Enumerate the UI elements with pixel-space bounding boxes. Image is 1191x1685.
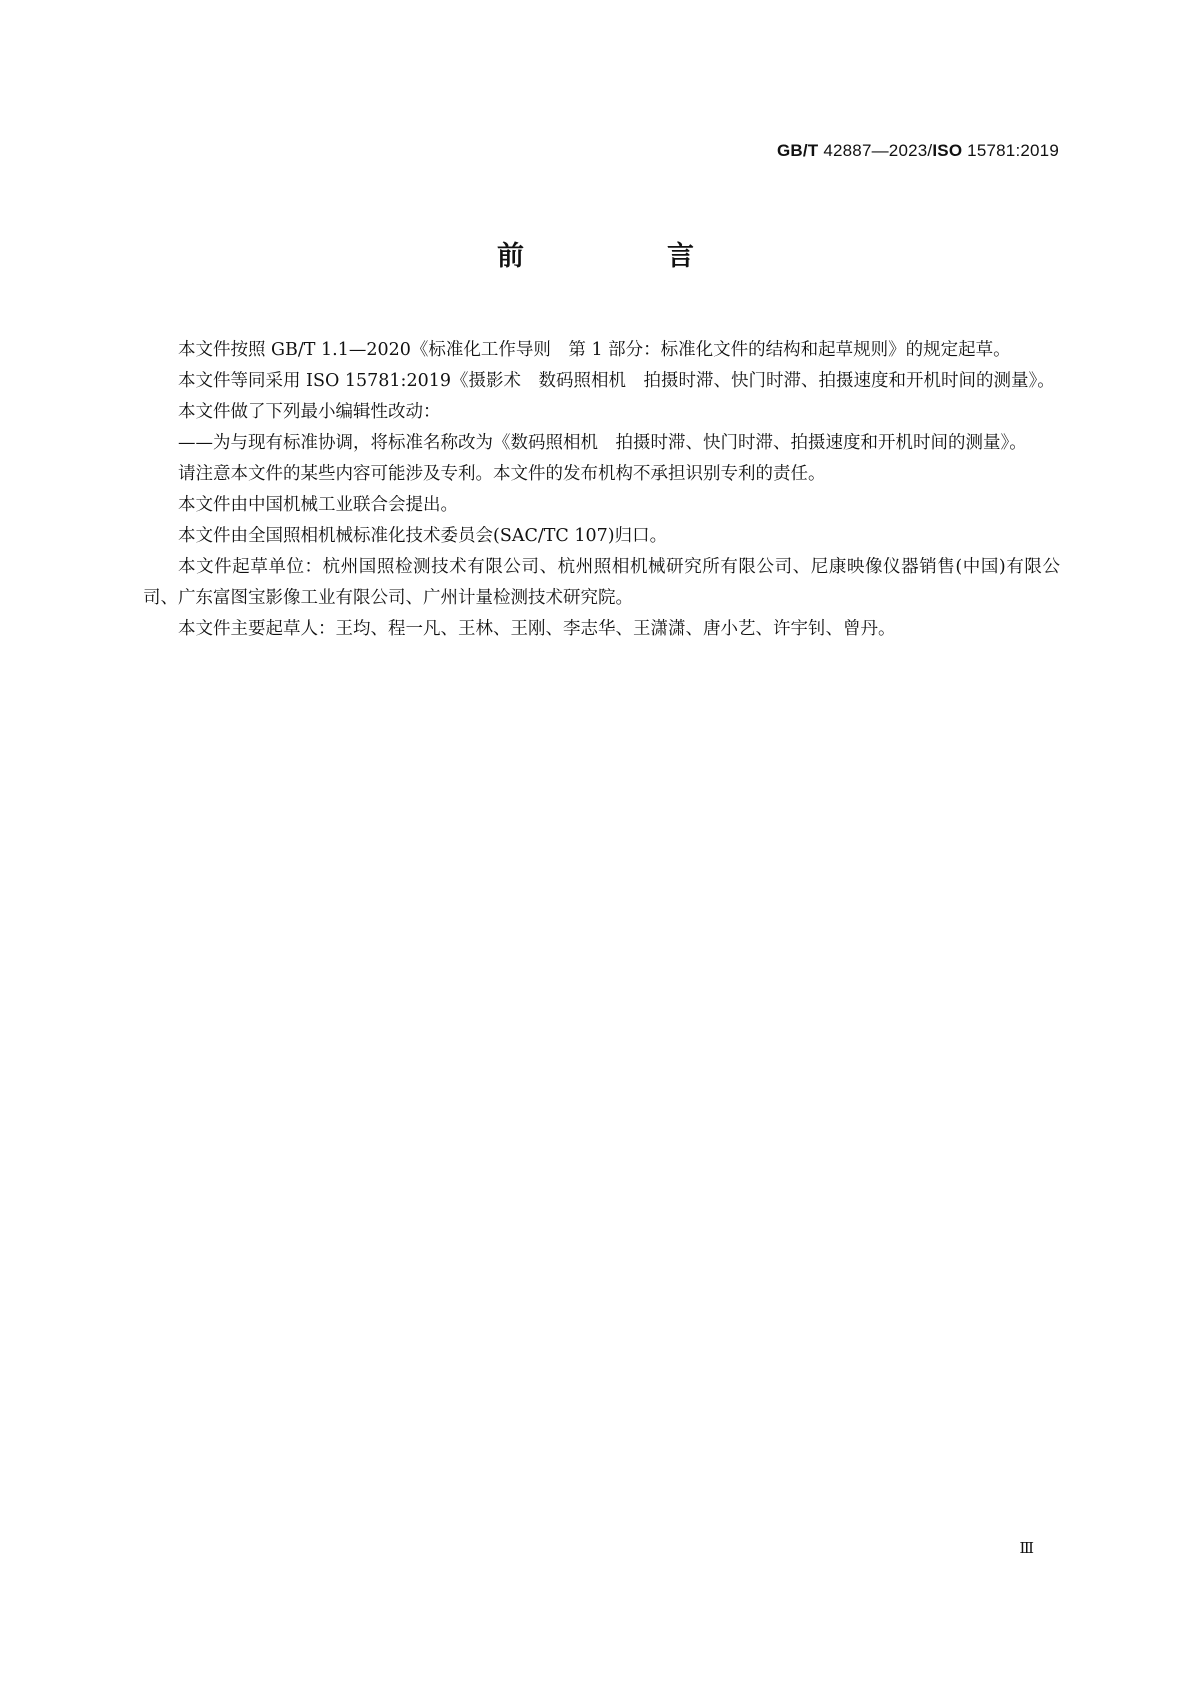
page-number: Ⅲ [1019,1539,1033,1557]
standard-code [777,141,1059,161]
foreword-body [143,335,1060,645]
standard-code-number: 42887—2023/ [818,141,933,160]
standard-code-iso-number: 15781:2019 [962,141,1059,160]
paragraph-equivalent-adoption: 本文件等同采用 ISO 15781:2019《摄影术 数码照相机 拍摄时滞、快门时滞、拍摄速度和开机时间的测量》。 [178,371,1055,391]
paragraph-drafting-units: 本文件起草单位：杭州国照检测技术有限公司、杭州照相机械研究所有限公司、尼康映像仪器销售(中国)有限公司、广东富图宝影像工业有限公司、广州计量检测技术研究院。 [143,557,1060,608]
standard-code-iso: ISO [932,141,963,160]
list-item-title-change: ——为与现有标准协调，将标准名称改为《数码照相机 拍摄时滞、快门时滞、拍摄速度和开机时间的测量》。 [178,433,1027,453]
page-title: 前 言 [497,241,752,272]
paragraph-patent-notice: 请注意本文件的某些内容可能涉及专利。本文件的发布机构不承担识别专利的责任。 [178,464,826,484]
paragraph-drafters: 本文件主要起草人：王均、程一凡、王林、王刚、李志华、王潇潇、唐小艺、许宇钊、曾丹。 [178,619,896,639]
standard-code-prefix: GB/T [776,141,819,160]
paragraph-committee: 本文件由全国照相机械标准化技术委员会(SAC/TC 107)归口。 [178,526,668,546]
paragraph-drafting-rules: 本文件按照 GB/T 1.1—2020《标准化工作导则 第 1 部分：标准化文件的结构和起草规则》的规定起草。 [178,340,1011,360]
paragraph-proposer: 本文件由中国机械工业联合会提出。 [178,495,458,515]
paragraph-editorial-changes: 本文件做了下列最小编辑性改动： [178,402,441,422]
